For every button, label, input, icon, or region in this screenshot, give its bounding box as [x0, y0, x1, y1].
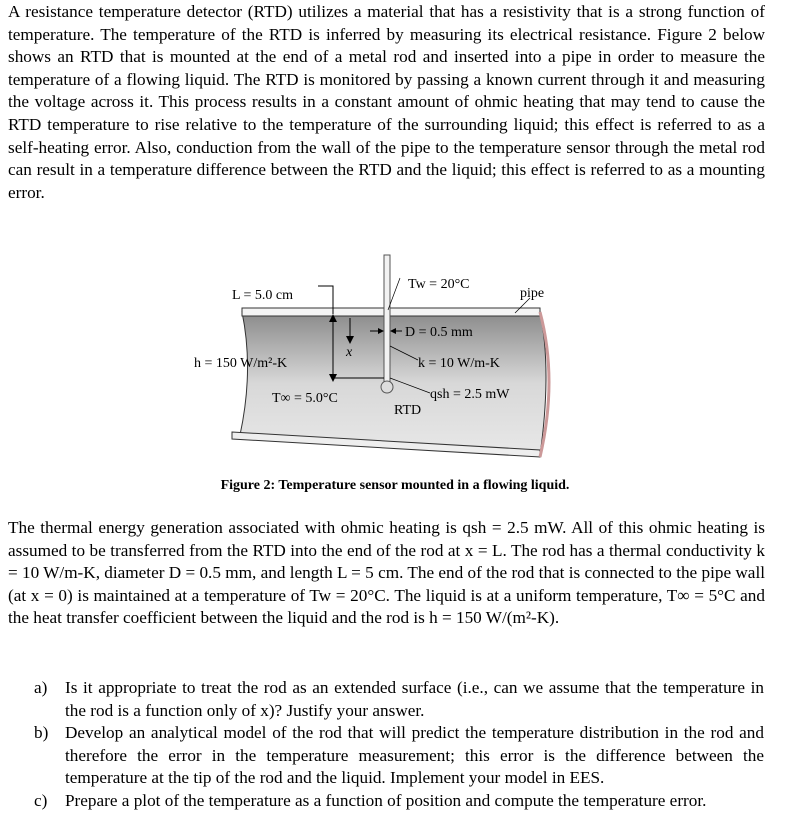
label-fluid-temp: T∞ = 5.0°C: [272, 391, 338, 406]
question-list: [34, 677, 764, 813]
label-pipe: pipe: [520, 286, 545, 301]
rtd-sensor: [381, 381, 393, 393]
metal-rod: [384, 255, 390, 385]
pipe-body: [240, 312, 546, 455]
rtd-pipe-figure: [190, 250, 580, 470]
label-x: x: [346, 345, 353, 360]
question-text: Is it appropriate to treat the rod as an extended surface (i.e., can we assume that the temperature in the rod is a function only of x)? Justify your answer.: [65, 678, 764, 720]
question-marker: a): [34, 678, 48, 697]
label-conductivity: k = 10 W/m-K: [418, 356, 500, 371]
question-item: [34, 677, 764, 722]
label-wall-temp: Tw = 20°C: [408, 277, 470, 292]
figure-caption: Figure 2: Temperature sensor mounted in a flowing liquid.: [220, 478, 570, 493]
question-marker: b): [34, 723, 49, 743]
label-heat-transfer-coefficient: h = 150 W/m²-K: [194, 356, 288, 371]
question-text: Prepare a plot of the temperature as a function of position and compute the temperature error.: [65, 790, 707, 810]
question-item: [34, 722, 764, 790]
question-marker: c): [34, 790, 48, 810]
question-text: Develop an analytical model of the rod that will predict the temperature distribution in the rod and therefore the error in the temperature measurement; this error is the difference between the temperature at the tip of the rod and the liquid. Implement your model in EES.: [65, 723, 764, 788]
intro-paragraph: A resistance temperature detector (RTD) utilizes a material that has a resistivity that is a strong function of temperature. The temperature of the RTD is inferred by measuring its electrical resistance. Figure 2 below shows an RTD that is mounted at the end of a metal rod and inserted into a pipe in order to measure the temperature of a flowing liquid. The RTD is monitored by passing a known current through it and measuring the voltage across it. This process results in a constant amount of ohmic heating that may tend to cause the RTD temperature to rise relative to the temperature of the surrounding liquid; this effect is referred to as a self-heating error. Also, conduction from the wall of the pipe to the temperature sensor through the metal rod can result in a temperature difference between the RTD and the liquid; this effect is referred to as a mounting error.: [8, 2, 765, 202]
question-item: [34, 790, 764, 813]
label-length: L = 5.0 cm: [232, 288, 294, 303]
problem-paragraph: The thermal energy generation associated with ohmic heating is qsh = 2.5 mW. All of this ohmic heating is assumed to be transferred from the RTD into the end of the rod at x = L. The rod has a thermal conductivity k = 10 W/m-K, diameter D = 0.5 mm, and length L = 5 cm. The end of the rod that is connected to the pipe wall (at x = 0) is maintained at a temperature of Tw = 20°C. The liquid is at a uniform temperature, T∞ = 5°C and the heat transfer coefficient between the liquid and the rod is h = 150 W/(m²-K).: [8, 518, 765, 628]
label-ohmic-heating: qsh = 2.5 mW: [430, 387, 510, 402]
label-rtd: RTD: [394, 403, 422, 418]
label-diameter: D = 0.5 mm: [405, 325, 473, 340]
